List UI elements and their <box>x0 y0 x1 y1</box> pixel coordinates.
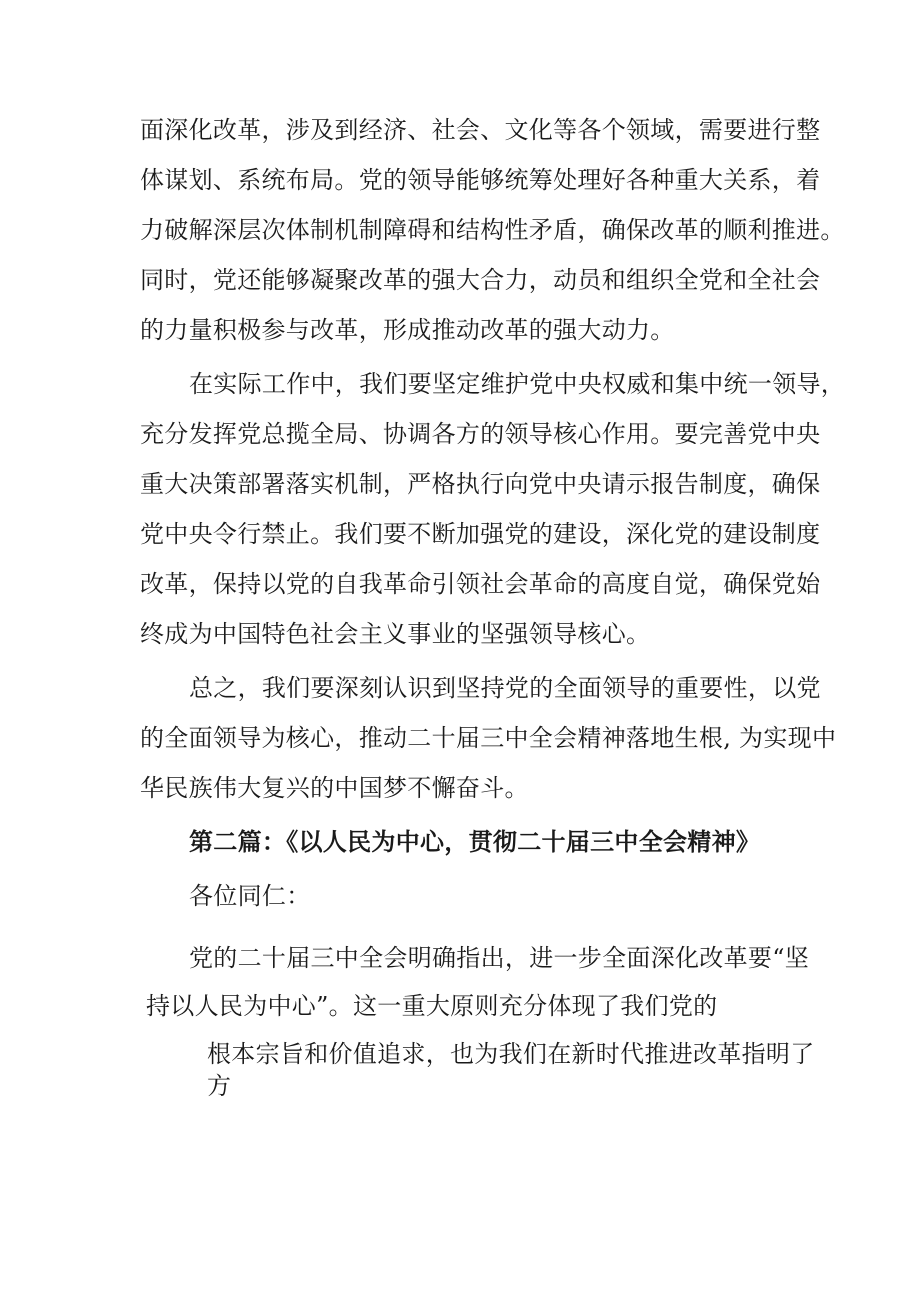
section-heading: 第二篇：《以人民为中心，贯彻二十届三中全会精神》 <box>189 827 761 856</box>
paragraph-line: 总之，我们要深刻认识到坚持党的全面领导的重要性，以党 <box>189 674 821 702</box>
paragraph-line: 的全面领导为核心，推动二十届三中全会精神落地生根, 为实现中 <box>140 724 837 752</box>
paragraph-line: 华民族伟大复兴的中国梦不懈奋斗。 <box>140 774 529 802</box>
paragraph-line: 改革，保持以党的自我革命引领社会革命的高度自觉，确保党始 <box>140 570 821 598</box>
paragraph-line: 持以人民为中心”。这一重大原则充分体现了我们党的 <box>146 992 718 1020</box>
paragraph-line: 充分发挥党总揽全局、协调各方的领导核心作用。要完善党中央 <box>140 420 821 448</box>
paragraph-line: 党中央令行禁止。我们要不断加强党的建设，深化党的建设制度 <box>140 520 821 548</box>
paragraph-line: 面深化改革，涉及到经济、社会、文化等各个领域，需要进行整 <box>140 116 821 144</box>
paragraph-line: 力破解深层次体制机制障碍和结构性矛盾，确保改革的顺利推进。 <box>140 216 845 244</box>
paragraph-line: 的力量积极参与改革，形成推动改革的强大动力。 <box>140 316 675 344</box>
paragraph-line: 方 <box>207 1072 232 1100</box>
paragraph-line: 党的二十届三中全会明确指出，进一步全面深化改革要“坚 <box>189 944 810 972</box>
paragraph-line: 体谋划、系统布局。党的领导能够统筹处理好各种重大关系，着 <box>140 166 821 194</box>
salutation: 各位同仁： <box>189 882 311 910</box>
paragraph-line: 同时，党还能够凝聚改革的强大合力，动员和组织全党和全社会 <box>140 266 821 294</box>
paragraph-line: 终成为中国特色社会主义事业的坚强领导核心。 <box>140 620 651 648</box>
paragraph-line: 重大决策部署落实机制，严格执行向党中央请示报告制度，确保 <box>140 470 821 498</box>
paragraph-line: 在实际工作中，我们要坚定维护党中央权威和集中统一领导， <box>189 370 846 398</box>
paragraph-line: 根本宗旨和价值追求，也为我们在新时代推进改革指明了 <box>207 1040 815 1068</box>
